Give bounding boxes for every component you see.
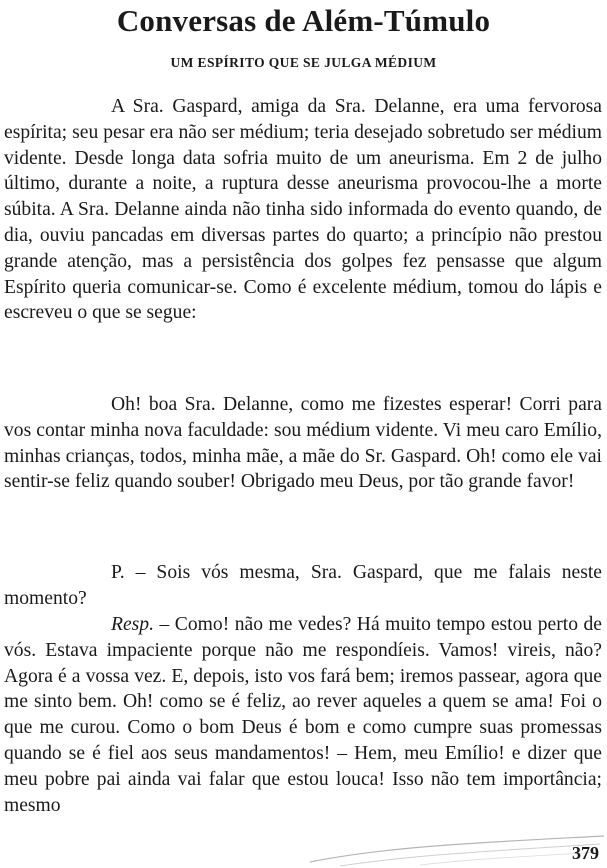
page-number: 379 bbox=[572, 843, 599, 863]
paragraph-intro: A Sra. Gaspard, amiga da Sra. Delanne, era uma fervorosa espírita; seu pesar era não ser médium; teria desejado sobretudo ser médium vidente. Desde longa data sofria muito de um aneurisma. Em 2 de julho último, durante a noite, a ruptura desse aneurisma provocou-lhe a morte súbita. A Sra. Delanne ainda não tinha sido informada do evento quando, de dia, ouviu pancadas em diversas partes do quarto; a princípio não prestou grande atenção, mas a persistência dos golpes fez pensasse que algum Espírito queria comunicar-se. Como é excelente médium, tomou do lápis e escreveu o que se segue: bbox=[4, 96, 602, 324]
chapter-title: Conversas de Além-Túmulo bbox=[116, 3, 491, 38]
paragraph-communication: Oh! boa Sra. Delanne, como me fizestes esperar! Corri para vos contar minha nova faculdade: sou médium vidente. Vi meu caro Emílio, minhas crianças, todos, minha mãe, a mãe do Sr. Gaspard. Oh! como ele vai sentir-se feliz quando souber! Obrigado meu Deus, por tão grande favor! bbox=[4, 394, 602, 493]
paragraph-response bbox=[4, 612, 602, 818]
response-label: Resp. bbox=[111, 614, 154, 635]
response-text: – Como! não me vedes? Há muito tempo estou perto de vós. Estava impaciente porque não me respondíeis. Vamos! vireis, não? Agora é a vossa vez. E, depois, isto vos fará bem; iremos passear, agora que me sinto bem. Oh! como se é feliz, ao rever aqueles a quem se ama! Foi o que me curou. Como o bom Deus é bom e como cumpre suas promessas quando se é fiel aos seus mandamentos! – Hem, meu Emílio! e dizer que meu pobre pai ainda vai falar que estou louca! Isso não tem importância; mesmo bbox=[4, 614, 602, 816]
paragraph-question: P. – Sois vós mesma, Sra. Gaspard, que me falais neste momento? bbox=[4, 562, 602, 609]
section-subtitle: UM ESPÍRITO QUE SE JULGA MÉDIUM bbox=[170, 55, 437, 70]
footer-swoosh-ornament bbox=[300, 832, 607, 868]
